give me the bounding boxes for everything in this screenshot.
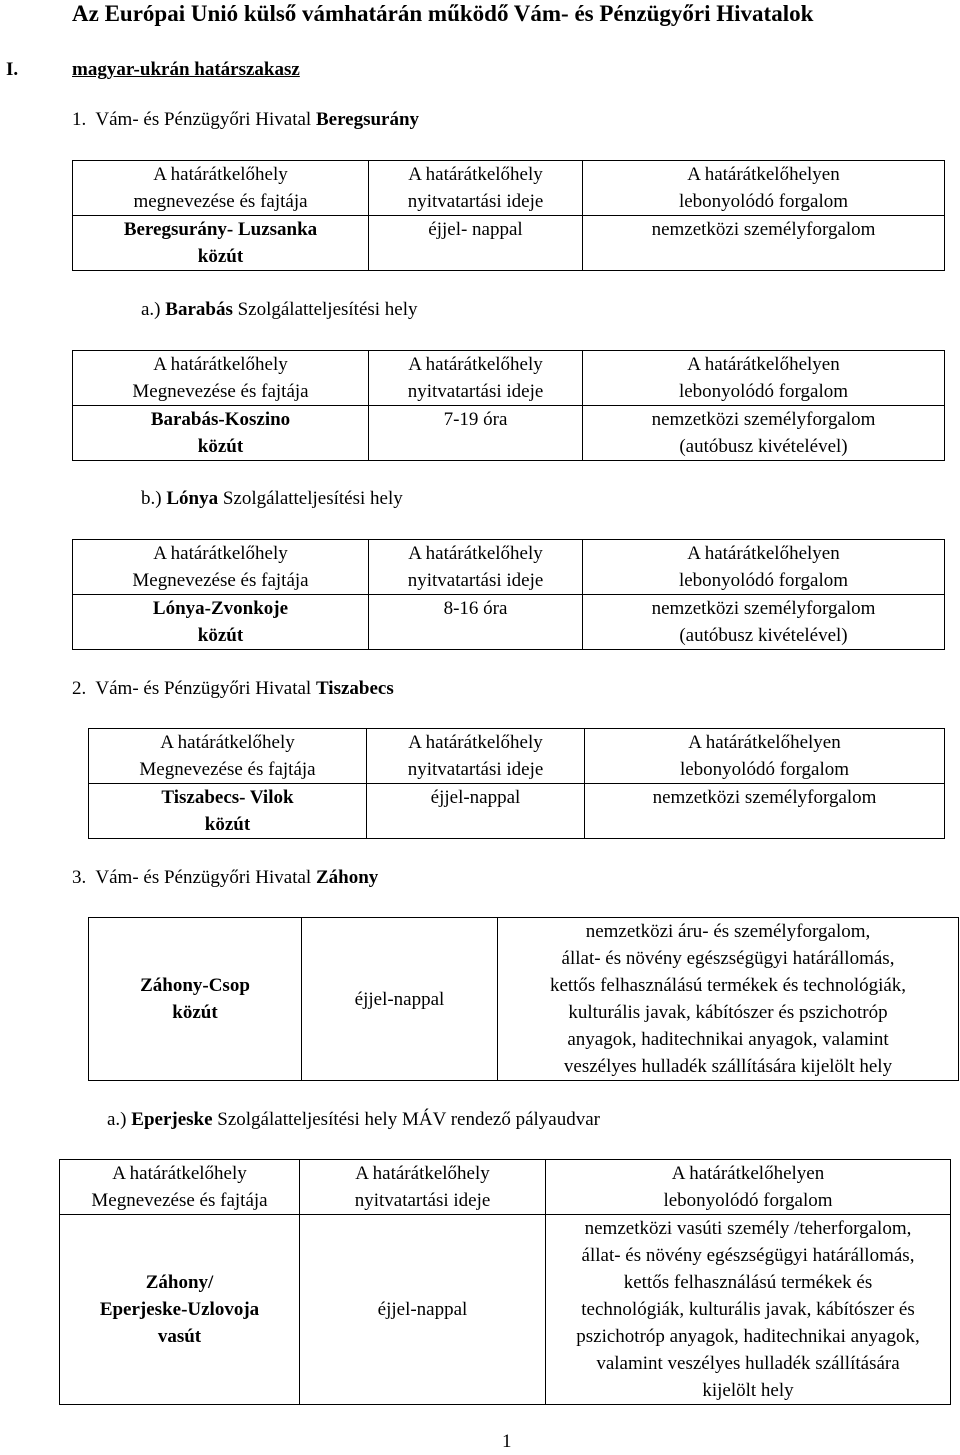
table-row (89, 784, 945, 839)
table-row (89, 918, 959, 1081)
crossing-traffic: nemzetközi személyforgalom (autóbusz kivételével) (583, 595, 945, 650)
crossing-name: Lónya-Zvonkoje közút (73, 595, 369, 650)
header-opening-hours: A határátkelőhely nyitvatartási ideje (369, 540, 583, 595)
office-heading-zahony (72, 864, 378, 891)
table-header-row (73, 351, 945, 406)
crossing-name: Barabás-Koszino közút (73, 406, 369, 461)
header-name-type: A határátkelőhely Megnevezése és fajtája (73, 540, 369, 595)
office-heading-beregsurany (72, 106, 419, 133)
crossing-hours: éjjel-nappal (302, 918, 498, 1081)
header-name-type: A határátkelőhely megnevezése és fajtája (73, 161, 369, 216)
header-opening-hours: A határátkelőhely nyitvatartási ideje (369, 351, 583, 406)
crossing-hours: éjjel-nappal (300, 1215, 546, 1405)
crossing-name: Záhony/ Eperjeske-Uzlovoja vasút (60, 1215, 300, 1405)
sub-name: Barabás (165, 299, 233, 320)
sub-heading-barabas (141, 296, 418, 323)
table-header-row (73, 161, 945, 216)
table-header-row (60, 1160, 951, 1215)
sub-prefix: a.) (107, 1109, 132, 1130)
crossing-traffic: nemzetközi személyforgalom (autóbusz kivételével) (583, 406, 945, 461)
sub-prefix: a.) (141, 299, 166, 320)
header-traffic: A határátkelőhelyen lebonyolódó forgalom (583, 540, 945, 595)
header-opening-hours: A határátkelőhely nyitvatartási ideje (369, 161, 583, 216)
sub-suffix: Szolgálatteljesítési hely (232, 299, 418, 320)
crossing-table-beregsurany (72, 160, 945, 271)
crossing-table-tiszabecs (88, 728, 945, 839)
header-opening-hours: A határátkelőhely nyitvatartási ideje (300, 1160, 546, 1215)
header-traffic: A határátkelőhelyen lebonyolódó forgalom (583, 161, 945, 216)
header-traffic: A határátkelőhelyen lebonyolódó forgalom (583, 351, 945, 406)
header-traffic: A határátkelőhelyen lebonyolódó forgalom (585, 729, 945, 784)
crossing-hours: 8-16 óra (369, 595, 583, 650)
table-header-row (73, 540, 945, 595)
crossing-table-zahony (88, 917, 959, 1081)
office-heading-prefix: 2. Vám- és Pénzügyőri Hivatal (72, 678, 316, 699)
crossing-table-barabas (72, 350, 945, 461)
header-name-type: A határátkelőhely Megnevezése és fajtája (60, 1160, 300, 1215)
section-heading (6, 56, 300, 83)
crossing-traffic: nemzetközi vasúti személy /teherforgalom, állat- és növény egészségügyi határállomás, kettős felhasználású termékek és technológiák, kulturális javak, kábítószer és pszichotróp anyagok, haditechnikai anyagok, valamint veszélyes hulladék szállítására kijelölt hely (546, 1215, 951, 1405)
office-heading-tiszabecs (72, 675, 394, 702)
crossing-name: Beregsurány- Luzsanka közút (73, 216, 369, 271)
crossing-traffic: nemzetközi áru- és személyforgalom, állat- és növény egészségügyi határállomás, kettős felhasználású termékek és technológiák, kulturális javak, kábítószer és pszichotróp anyagok, haditechnikai anyagok, valamint veszélyes hulladék szállítására kijelölt hely (498, 918, 959, 1081)
table-row (73, 595, 945, 650)
sub-suffix: Szolgálatteljesítési hely (218, 488, 403, 509)
office-heading-prefix: 1. Vám- és Pénzügyőri Hivatal (72, 109, 316, 130)
office-name: Tiszabecs (315, 678, 394, 699)
header-traffic: A határátkelőhelyen lebonyolódó forgalom (546, 1160, 951, 1215)
office-heading-prefix: 3. Vám- és Pénzügyőri Hivatal (72, 867, 316, 888)
sub-suffix: Szolgálatteljesítési hely MÁV rendező pályaudvar (212, 1109, 600, 1130)
table-row (73, 216, 945, 271)
sub-name: Lónya (166, 488, 219, 509)
page-number: 1 (502, 1431, 512, 1452)
header-name-type: A határátkelőhely Megnevezése és fajtája (89, 729, 367, 784)
sub-prefix: b.) (141, 488, 167, 509)
table-header-row (89, 729, 945, 784)
crossing-traffic: nemzetközi személyforgalom (583, 216, 945, 271)
crossing-hours: 7-19 óra (369, 406, 583, 461)
crossing-traffic: nemzetközi személyforgalom (585, 784, 945, 839)
header-opening-hours: A határátkelőhely nyitvatartási ideje (367, 729, 585, 784)
table-row (73, 406, 945, 461)
crossing-table-eperjeske (59, 1159, 951, 1405)
crossing-name: Záhony-Csop közút (89, 918, 302, 1081)
sub-name: Eperjeske (131, 1109, 213, 1130)
crossing-table-lonya (72, 539, 945, 650)
page-title: Az Európai Unió külső vámhatárán működő Vám- és Pénzügyőri Hivatalok (72, 1, 814, 26)
crossing-name: Tiszabecs- Vilok közút (89, 784, 367, 839)
section-name: magyar-ukrán határszakasz (72, 59, 300, 80)
section-number: I. (6, 59, 19, 80)
table-row (60, 1215, 951, 1405)
sub-heading-eperjeske (107, 1106, 600, 1133)
office-name: Beregsurány (315, 109, 420, 130)
sub-heading-lonya (141, 485, 403, 512)
office-name: Záhony (315, 867, 379, 888)
crossing-hours: éjjel- nappal (369, 216, 583, 271)
crossing-hours: éjjel-nappal (367, 784, 585, 839)
header-name-type: A határátkelőhely Megnevezése és fajtája (73, 351, 369, 406)
